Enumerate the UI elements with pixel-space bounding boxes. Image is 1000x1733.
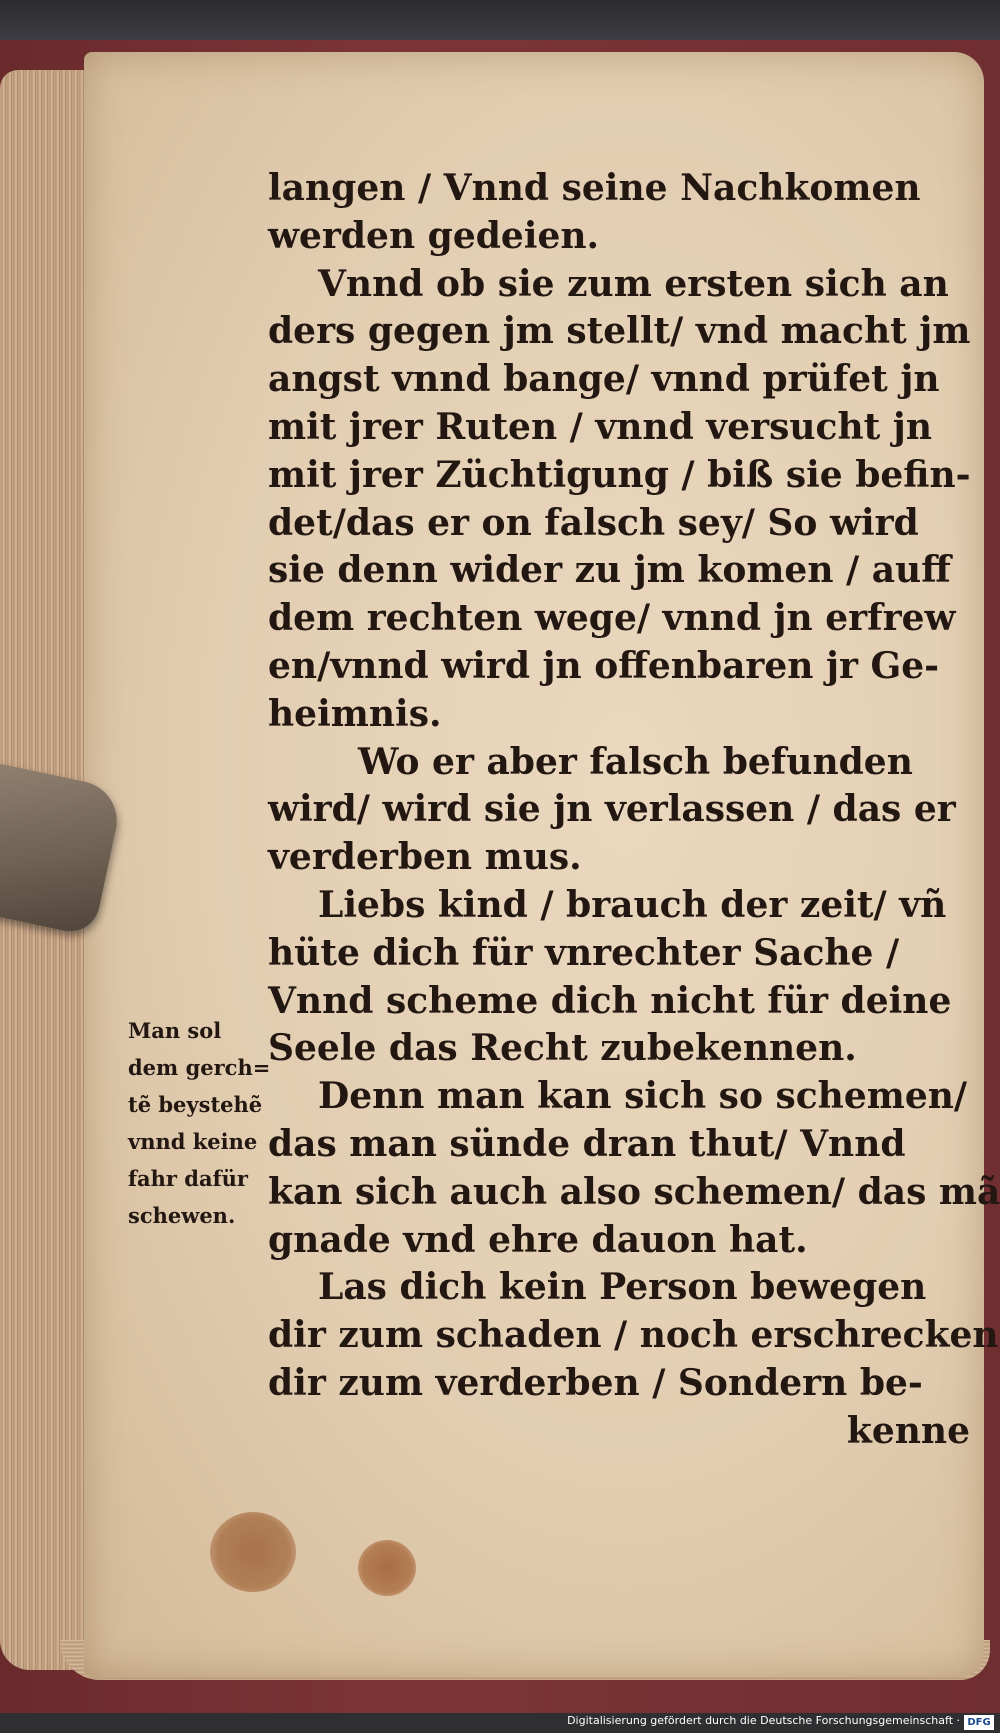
text-line: mit jrer Züchtigung / biß sie befin-	[268, 453, 971, 496]
text-line: Denn man kan sich so schemen/	[318, 1075, 968, 1118]
text-line: Wo er aber falsch befunden	[358, 740, 913, 783]
text-line: dir zum verderben / Sondern be-	[268, 1361, 923, 1404]
margin-note-line: fahr dafür	[128, 1166, 248, 1191]
text-line: kan sich auch also schemen/ das mã	[268, 1170, 1000, 1213]
margin-note	[128, 1012, 273, 1234]
margin-note-line: tẽ beystehẽ	[128, 1092, 263, 1117]
text-line: werden gedeien.	[268, 214, 600, 257]
margin-note-line: schewen.	[128, 1203, 236, 1228]
text-line: Seele das Recht zubekennen.	[268, 1027, 857, 1070]
text-line: det/das er on falsch sey/ So wird	[268, 501, 919, 544]
text-line: dem rechten wege/ vnnd jn erfrew	[268, 597, 956, 640]
text-line: verderben mus.	[268, 836, 582, 879]
stain	[358, 1540, 416, 1596]
text-line: gnade vnd ehre dauon hat.	[268, 1218, 808, 1261]
margin-note-line: vnnd keine	[128, 1129, 258, 1154]
page-body-text	[268, 165, 1000, 1456]
text-line: wird/ wird sie jn verlassen / das er	[268, 788, 956, 831]
text-line: Vnnd ob sie zum ersten sich an	[318, 262, 949, 305]
margin-note-line: dem gerch=	[128, 1055, 271, 1080]
text-line: langen / Vnnd seine Nachkomen	[268, 167, 921, 209]
text-line: en/vnnd wird jn offenbaren jr Ge-	[268, 644, 940, 687]
text-line: Las dich kein Person bewegen	[318, 1266, 927, 1309]
text-line: dir zum schaden / noch erschrecken	[268, 1314, 999, 1357]
text-line: ders gegen jm stellt/ vnd macht jm	[268, 310, 971, 353]
text-line: hüte dich für vnrechter Sache /	[268, 931, 900, 974]
dfg-logo: DFG	[964, 1715, 994, 1730]
text-line: angst vnnd bange/ vnnd prüfet jn	[268, 358, 940, 401]
catchword: kenne	[846, 1409, 970, 1452]
margin-note-line: Man sol	[128, 1018, 222, 1043]
funding-credit: Digitalisierung gefördert durch die Deutsche Forschungsgemeinschaft ·	[567, 1714, 960, 1727]
text-line: Vnnd scheme dich nicht für deine	[268, 979, 952, 1022]
text-line: das man sünde dran thut/ Vnnd	[268, 1122, 906, 1165]
text-line: mit jrer Ruten / vnnd versucht jn	[268, 405, 932, 448]
stain	[210, 1512, 296, 1592]
text-line: heimnis.	[268, 692, 442, 735]
text-line: Liebs kind / brauch der zeit/ vñ	[318, 883, 947, 926]
text-line: sie denn wider zu jm komen / auff	[268, 549, 951, 592]
